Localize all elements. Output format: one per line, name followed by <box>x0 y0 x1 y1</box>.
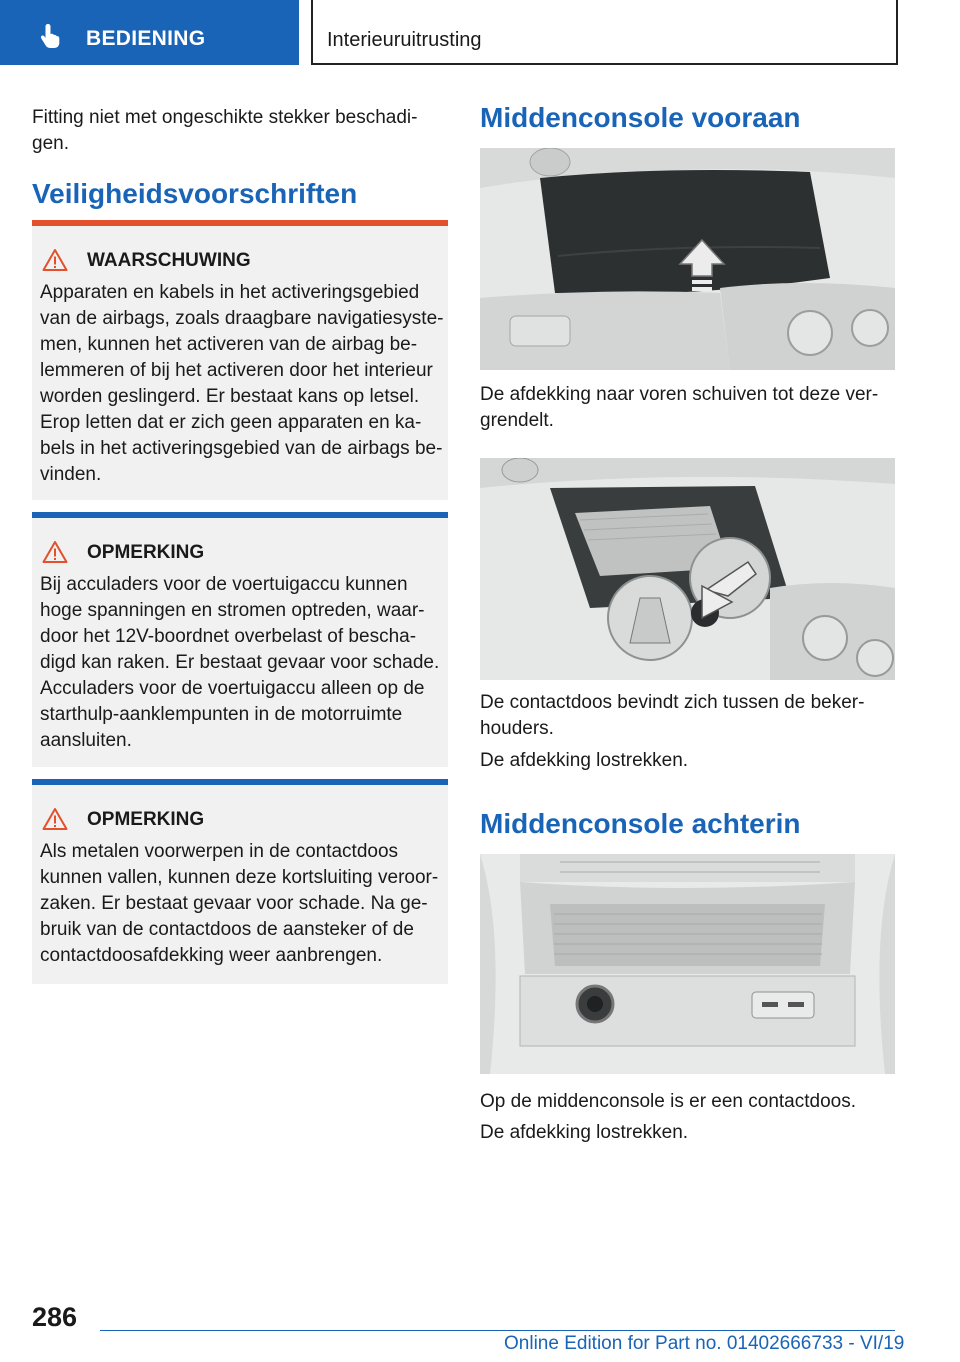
section-tab[interactable] <box>0 0 299 65</box>
warning-body: Apparaten en kabels in het activeringsgebied van de airbags, zoals draagbare navigatiesyste-men, kunnen het activeren van de airbag be-lemmeren of bij het activeren door het interieur worden geslingerd. Er bestaat kans op letsel. Erop letten dat er zich geen apparaten en ka-bels in het activeringsgebied van de airbags be-vinden. <box>40 282 444 485</box>
hand-pointer-icon <box>38 22 66 50</box>
note-box-2 <box>32 779 448 984</box>
note-bar <box>32 779 448 785</box>
warning-title: WAARSCHUWING <box>87 250 251 271</box>
front-caption-3: De afdekking lostrekken. <box>480 750 689 771</box>
warning-bar <box>32 220 448 226</box>
front-console-socket-photo <box>480 458 895 680</box>
note-body: Bij acculaders voor de voertuigaccu kunnen hoge spanningen en stromen optreden, waar-door het 12V-boordnet overbelast of bescha-digd kan raken. Er bestaat gevaar voor schade. Acculaders voor de voertuigaccu alleen op de starthulp-aanklempunten in de motorruimte aansluiten. <box>40 574 440 751</box>
safety-heading: Veiligheidsvoorschriften <box>32 178 358 209</box>
note-box-1 <box>32 512 448 767</box>
warning-triangle-icon <box>42 540 68 564</box>
warning-box <box>32 220 448 500</box>
front-console-heading: Middenconsole vooraan <box>480 102 801 133</box>
front-caption-1: De afdekking naar voren schuiven tot deze ver-grendelt. <box>480 384 879 431</box>
rear-caption-2: De afdekking lostrekken. <box>480 1122 689 1143</box>
rear-caption-1: Op de middenconsole is er een contactdoos. <box>480 1091 857 1112</box>
page-number: 286 <box>32 1302 78 1332</box>
note-title: OPMERKING <box>87 809 205 830</box>
note-bar <box>32 512 448 518</box>
rear-console-heading: Middenconsole achterin <box>480 808 801 839</box>
warning-triangle-icon <box>42 248 68 272</box>
footer-divider <box>100 1330 895 1331</box>
note-body: Als metalen voorwerpen in de contactdoos kunnen vallen, kunnen deze kortsluiting veroor-zaken. Er bestaat gevaar voor schade. Na ge-bruik van de contactdoos de aansteker of de contactdoosafdekking weer aanbrengen. <box>40 841 439 966</box>
front-caption-2: De contactdoos bevindt zich tussen de beker-houders. <box>480 692 865 739</box>
chapter-header <box>311 0 898 65</box>
note-title: OPMERKING <box>87 542 205 563</box>
rear-console-photo <box>480 854 895 1074</box>
front-console-cover-photo <box>480 148 895 370</box>
chapter-title: Interieuruitrusting <box>327 29 482 51</box>
section-label: BEDIENING <box>86 27 206 50</box>
edition-footer: Online Edition for Part no. 01402666733 - VI/19 <box>504 1333 905 1354</box>
intro-paragraph: Fitting niet met ongeschikte stekker beschadi-gen. <box>32 107 418 154</box>
warning-triangle-icon <box>42 807 68 831</box>
